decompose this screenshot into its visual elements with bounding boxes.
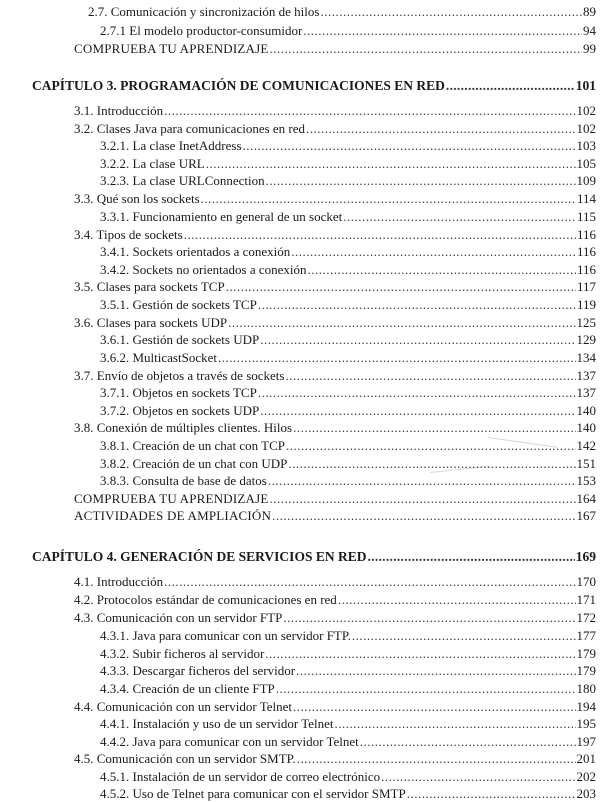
toc-entry xyxy=(100,156,596,172)
toc-entry xyxy=(74,592,596,608)
toc-entry-page: 179 xyxy=(576,646,596,661)
toc-entry-page: 134 xyxy=(576,350,596,365)
toc-entry-title: 3.6.2. MulticastSocket xyxy=(100,350,217,365)
toc-entry-page: 116 xyxy=(576,227,596,242)
leader-dots xyxy=(206,156,576,172)
leader-dots xyxy=(286,438,576,454)
toc-entry-page: 197 xyxy=(576,734,596,749)
leader-dots xyxy=(164,574,575,590)
leader-dots xyxy=(360,734,576,750)
leader-dots xyxy=(446,78,575,94)
toc-entry-page: 167 xyxy=(576,508,596,523)
toc-entry xyxy=(100,262,596,278)
toc-entry xyxy=(88,4,596,20)
leader-dots xyxy=(268,473,576,489)
toc-entry xyxy=(100,244,596,260)
toc-entry-title: 3.2. Clases Java para comunicaciones en red xyxy=(74,121,306,136)
toc-entry-page: 153 xyxy=(576,473,596,488)
toc-entry-title: 4.4. Comunicación con un servidor Telnet xyxy=(74,699,292,714)
toc-entry-page: 102 xyxy=(576,103,596,118)
toc-entry-page: 151 xyxy=(576,456,596,471)
leader-dots xyxy=(338,592,576,608)
toc-chapter-page: 169 xyxy=(575,549,596,564)
toc-entry xyxy=(100,681,596,697)
toc-entry xyxy=(74,121,596,137)
toc-entry xyxy=(100,23,596,39)
toc-chapter-heading xyxy=(32,549,596,565)
toc-entry-title: 3.8.3. Consulta de base de datos xyxy=(100,473,267,488)
toc-entry xyxy=(74,191,596,207)
toc-entry xyxy=(100,403,596,419)
toc-entry-page: 180 xyxy=(576,681,596,696)
toc-entry-title: 4.1. Introducción xyxy=(74,574,164,589)
leader-dots xyxy=(201,191,576,207)
toc-entry-page: 140 xyxy=(576,403,596,418)
toc-entry-page: 103 xyxy=(576,138,596,153)
toc-entry-page: 194 xyxy=(576,699,596,714)
toc-entry xyxy=(100,734,596,750)
toc-entry-title: 3.3.1. Funcionamiento en general de un socket xyxy=(100,209,343,224)
toc-entry-page: 202 xyxy=(576,769,596,784)
toc-entry-page: 116 xyxy=(576,244,596,259)
toc-entry-title: 4.5.1. Instalación de un servidor de correo electrónico xyxy=(100,769,381,784)
toc-entry-page: 179 xyxy=(576,663,596,678)
toc-entry-title: 3.7.1. Objetos en sockets TCP xyxy=(100,385,257,400)
leader-dots xyxy=(288,456,575,472)
toc-entry xyxy=(100,350,596,366)
toc-entry xyxy=(100,138,596,154)
leader-dots xyxy=(296,663,575,679)
toc-entry-title: 2.7. Comunicación y sincronización de hilos xyxy=(88,4,320,19)
toc-entry-page: 171 xyxy=(576,592,596,607)
leader-dots xyxy=(243,138,576,154)
leader-dots xyxy=(272,508,575,524)
toc-entry xyxy=(74,610,596,626)
toc-entry xyxy=(74,699,596,715)
toc-entry xyxy=(74,41,596,57)
toc-entry-title: 4.2. Protocolos estándar de comunicaciones en red xyxy=(74,592,337,607)
leader-dots xyxy=(270,41,582,57)
toc-entry xyxy=(100,769,596,785)
toc-entry-title: 3.4. Tipos de sockets xyxy=(74,227,183,242)
leader-dots xyxy=(367,549,574,565)
toc-entry xyxy=(100,297,596,313)
toc-chapter-title: CAPÍTULO 3. PROGRAMACIÓN DE COMUNICACIONES EN RED xyxy=(32,78,445,93)
toc-chapter-title: CAPÍTULO 4. GENERACIÓN DE SERVICIOS EN RED xyxy=(32,549,367,564)
toc-chapter-page: 101 xyxy=(575,78,596,93)
leader-dots xyxy=(184,227,576,243)
toc-entry-title: 4.5. Comunicación con un servidor SMTP. xyxy=(74,751,296,766)
toc-entry xyxy=(100,628,596,644)
toc-entry xyxy=(100,786,596,802)
toc-entry-title: 3.5.1. Gestión de sockets TCP xyxy=(100,297,257,312)
leader-dots xyxy=(228,315,575,331)
toc-entry-page: 119 xyxy=(576,297,596,312)
toc-entry-page: 94 xyxy=(583,23,596,38)
leader-dots xyxy=(260,403,575,419)
leader-dots xyxy=(306,121,575,137)
leader-dots xyxy=(297,751,576,767)
toc-entry-title: 2.7.1 El modelo productor-consumidor xyxy=(100,23,303,38)
leader-dots xyxy=(407,786,576,802)
toc-entry-title: 3.8.2. Creación de un chat con UDP xyxy=(100,456,288,471)
leader-dots xyxy=(226,279,576,295)
leader-dots xyxy=(320,4,582,20)
toc-entry-title: 3.2.1. La clase InetAddress xyxy=(100,138,242,153)
toc-entry-page: 117 xyxy=(576,279,596,294)
leader-dots xyxy=(270,491,576,507)
toc-entry-title: 4.5.2. Uso de Telnet para comunicar con el servidor SMTP xyxy=(100,786,406,801)
toc-entry-page: 142 xyxy=(576,438,596,453)
toc-entry-title: 3.1. Introducción xyxy=(74,103,164,118)
toc-entry xyxy=(100,456,596,472)
leader-dots xyxy=(258,385,576,401)
toc-entry-page: 137 xyxy=(576,368,596,383)
toc-entry-page: 170 xyxy=(576,574,596,589)
leader-dots xyxy=(164,103,575,119)
toc-entry-page: 99 xyxy=(583,41,596,56)
toc-entry-title: 3.4.2. Sockets no orientados a conexión xyxy=(100,262,307,277)
toc-entry-title: 3.5. Clases para sockets TCP xyxy=(74,279,225,294)
toc-entry-page: 172 xyxy=(576,610,596,625)
toc-entry xyxy=(74,315,596,331)
toc-entry-title: 3.8.1. Creación de un chat con TCP xyxy=(100,438,285,453)
toc-entry-title: 4.4.1. Instalación y uso de un servidor Telnet xyxy=(100,716,334,731)
toc-entry-page: 195 xyxy=(576,716,596,731)
toc-entry-title: 3.7. Envío de objetos a través de sockets xyxy=(74,368,285,383)
leader-dots xyxy=(291,244,576,260)
toc-entry-title: 4.3.3. Descargar ficheros del servidor xyxy=(100,663,296,678)
toc-entry xyxy=(100,716,596,732)
toc-entry-page: 203 xyxy=(576,786,596,801)
toc-entry xyxy=(74,574,596,590)
toc-entry xyxy=(100,473,596,489)
toc-entry xyxy=(100,173,596,189)
toc-entry xyxy=(74,279,596,295)
leader-dots xyxy=(352,628,576,644)
toc-entry-page: 102 xyxy=(576,121,596,136)
toc-entry-title: COMPRUEBA TU APRENDIZAJE xyxy=(74,41,269,56)
toc-entry-page: 140 xyxy=(576,420,596,435)
toc-entry-title: 4.3.1. Java para comunicar con un servidor FTP. xyxy=(100,628,351,643)
toc-entry-title: 3.6.1. Gestión de sockets UDP xyxy=(100,332,260,347)
leader-dots xyxy=(266,173,576,189)
leader-dots xyxy=(308,262,576,278)
leader-dots xyxy=(265,646,575,662)
toc-entry xyxy=(100,646,596,662)
toc-entry-page: 115 xyxy=(576,209,596,224)
toc-entry-title: 4.4.2. Java para comunicar con un servidor Telnet xyxy=(100,734,359,749)
toc-entry-title: 3.4.1. Sockets orientados a conexión xyxy=(100,244,291,259)
toc-entry xyxy=(74,420,596,436)
toc-entry-title: 3.2.3. La clase URLConnection xyxy=(100,173,265,188)
toc-entry-page: 164 xyxy=(576,491,596,506)
leader-dots xyxy=(218,350,576,366)
toc-entry-page: 116 xyxy=(576,262,596,277)
toc-entry-page: 129 xyxy=(576,332,596,347)
toc-entry xyxy=(100,438,596,454)
toc-entry xyxy=(100,209,596,225)
toc-entry-page: 114 xyxy=(576,191,596,206)
toc-entry xyxy=(74,103,596,119)
toc-entry-page: 109 xyxy=(576,173,596,188)
toc-entry xyxy=(100,663,596,679)
leader-dots xyxy=(293,420,575,436)
toc-entry xyxy=(100,332,596,348)
toc-entry-page: 201 xyxy=(576,751,596,766)
toc-entry xyxy=(74,227,596,243)
toc-entry-page: 125 xyxy=(576,315,596,330)
toc-entry-title: 4.3. Comunicación con un servidor FTP xyxy=(74,610,283,625)
leader-dots xyxy=(260,332,575,348)
toc-entry xyxy=(74,368,596,384)
leader-dots xyxy=(381,769,575,785)
toc-entry-page: 89 xyxy=(583,4,596,19)
leader-dots xyxy=(293,699,576,715)
leader-dots xyxy=(285,368,575,384)
leader-dots xyxy=(258,297,576,313)
toc-entry xyxy=(74,508,596,524)
leader-dots xyxy=(343,209,576,225)
toc-entry xyxy=(100,385,596,401)
toc-entry-title: 3.2.2. La clase URL xyxy=(100,156,205,171)
toc-chapter-heading xyxy=(32,78,596,94)
toc-entry-title: ACTIVIDADES DE AMPLIACIÓN xyxy=(74,508,272,523)
toc-entry-title: 4.3.2. Subir ficheros al servidor xyxy=(100,646,265,661)
leader-dots xyxy=(303,23,582,39)
toc-entry-page: 105 xyxy=(576,156,596,171)
leader-dots xyxy=(283,610,575,626)
toc-entry xyxy=(74,491,596,507)
toc-entry-title: COMPRUEBA TU APRENDIZAJE xyxy=(74,491,269,506)
toc-entry-title: 3.6. Clases para sockets UDP xyxy=(74,315,228,330)
toc-entry-title: 3.3. Qué son los sockets xyxy=(74,191,200,206)
toc-entry xyxy=(74,751,596,767)
toc-entry-title: 3.7.2. Objetos en sockets UDP xyxy=(100,403,260,418)
toc-entry-title: 3.8. Conexión de múltiples clientes. Hilos xyxy=(74,420,293,435)
toc-entry-title: 4.3.4. Creación de un cliente FTP xyxy=(100,681,275,696)
leader-dots xyxy=(276,681,576,697)
toc-entry-page: 137 xyxy=(576,385,596,400)
toc-entry-page: 177 xyxy=(576,628,596,643)
leader-dots xyxy=(335,716,576,732)
